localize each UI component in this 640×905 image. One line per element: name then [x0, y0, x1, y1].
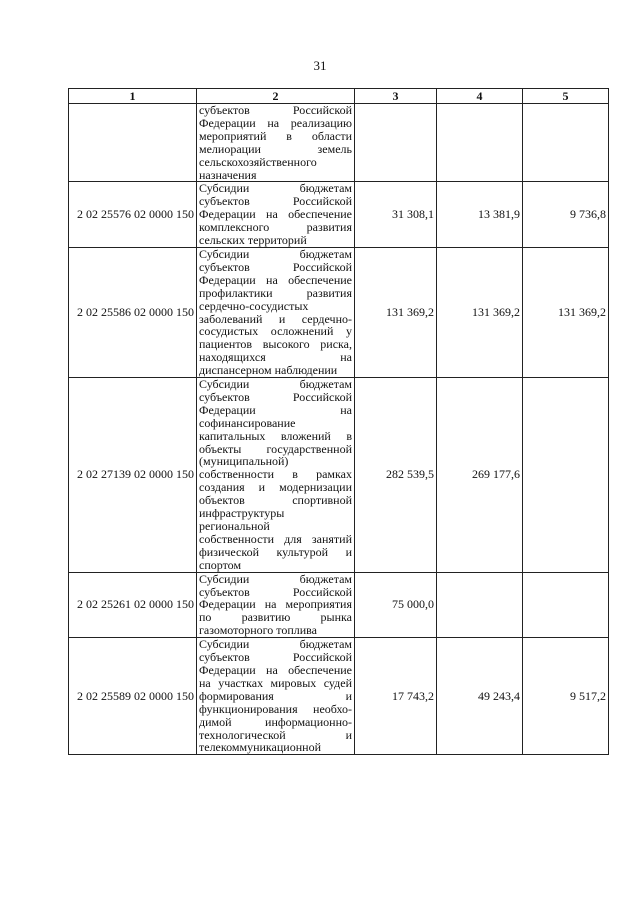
- header-col-3: 3: [355, 89, 437, 104]
- description-line: пациентов высокого риска,: [199, 337, 352, 352]
- amount-col-4: [437, 104, 523, 182]
- amount-col-3: 75 000,0: [355, 572, 437, 638]
- description-line: Субсидии бюджетам: [199, 377, 352, 392]
- budget-code: [69, 104, 197, 182]
- amount-col-5: [523, 378, 609, 573]
- description-line: мелиорации земель: [199, 141, 352, 156]
- description-line: газомоторного топлива: [199, 623, 318, 638]
- table-row: [69, 104, 609, 182]
- description-line: субъектов Российской: [199, 650, 352, 665]
- description-line: назначения: [199, 167, 257, 182]
- description-line: субъектов Российской: [199, 194, 352, 209]
- budget-code: 2 02 27139 02 0000 150: [69, 378, 197, 573]
- description-line: спортом: [199, 557, 242, 572]
- budget-code: 2 02 25576 02 0000 150: [69, 182, 197, 248]
- budget-code: 2 02 25589 02 0000 150: [69, 638, 197, 755]
- description: [197, 104, 355, 182]
- budget-code: 2 02 25586 02 0000 150: [69, 247, 197, 377]
- amount-col-4: 13 381,9: [437, 182, 523, 248]
- header-col-1: 1: [69, 89, 197, 104]
- description-line: Федерации на обеспечение: [199, 272, 352, 287]
- description-line: комплексного развития: [199, 220, 352, 235]
- description-line: димой информационно-: [199, 714, 352, 729]
- description-line: заболеваний и сердечно-: [199, 311, 352, 326]
- description-line: Субсидии бюджетам: [199, 246, 352, 261]
- amount-col-4: 269 177,6: [437, 378, 523, 573]
- description-line: создания и модернизации: [199, 480, 352, 495]
- description-line: функционирования необхо-: [199, 701, 352, 716]
- amount-col-5: 9 736,8: [523, 182, 609, 248]
- description-line: мероприятий в области: [199, 128, 352, 143]
- description-line: формирования и: [199, 688, 352, 703]
- description-line: технологической и: [199, 727, 352, 742]
- description-line: капитальных вложений в: [199, 428, 352, 443]
- table-row: [69, 572, 609, 638]
- description-line: диспансерном наблюдении: [199, 363, 338, 378]
- description-line: (муниципальной): [199, 454, 289, 469]
- table-row: [69, 378, 609, 573]
- header-col-5: 5: [523, 89, 609, 104]
- description-line: инфраструктуры: [199, 506, 285, 521]
- description: [197, 638, 355, 755]
- description: [197, 247, 355, 377]
- description-line: сельскохозяйственного: [199, 154, 317, 169]
- description-line: Субсидии бюджетам: [199, 637, 352, 652]
- description-line: региональной: [199, 519, 270, 533]
- description-line: сосудистых осложнений у: [199, 324, 352, 339]
- amount-col-3: 31 308,1: [355, 182, 437, 248]
- amount-col-3: 17 743,2: [355, 638, 437, 755]
- amount-col-5: [523, 572, 609, 638]
- table-body: [69, 104, 609, 755]
- header-col-2: 2: [197, 89, 355, 104]
- description-line: телекоммуникационной: [199, 740, 321, 755]
- description-line: сельских территорий: [199, 233, 307, 248]
- table-row: [69, 247, 609, 377]
- description-line: физической культурой и: [199, 544, 352, 559]
- description-line: Федерации на реализацию: [199, 115, 352, 130]
- description-line: Федерации на: [199, 402, 352, 417]
- amount-col-3: [355, 104, 437, 182]
- description-line: Субсидии бюджетам: [199, 571, 352, 586]
- description-line: субъектов Российской: [199, 259, 352, 274]
- description-line: Субсидии бюджетам: [199, 181, 352, 196]
- description-line: софинансирование: [199, 415, 296, 430]
- header-col-4: 4: [437, 89, 523, 104]
- description-line: собственности в рамках: [199, 467, 352, 482]
- amount-col-4: [437, 572, 523, 638]
- table-row: [69, 638, 609, 755]
- description-line: объектов спортивной: [199, 493, 352, 508]
- description-line: субъектов Российской: [199, 389, 352, 404]
- amount-col-5: 131 369,2: [523, 247, 609, 377]
- description-line: сердечно-сосудистых: [199, 298, 309, 313]
- description-line: по развитию рынка: [199, 610, 352, 625]
- description-line: профилактики развития: [199, 285, 352, 300]
- table-row: [69, 182, 609, 248]
- description-line: субъектов Российской: [199, 103, 352, 117]
- amount-col-5: [523, 104, 609, 182]
- description-line: находящихся на: [199, 350, 352, 365]
- amount-col-4: 131 369,2: [437, 247, 523, 377]
- budget-code: 2 02 25261 02 0000 150: [69, 572, 197, 638]
- header-row: [69, 89, 609, 104]
- budget-table: [68, 88, 609, 755]
- amount-col-3: 282 539,5: [355, 378, 437, 573]
- description-line: на участках мировых судей: [199, 675, 352, 690]
- amount-col-5: 9 517,2: [523, 638, 609, 755]
- amount-col-4: 49 243,4: [437, 638, 523, 755]
- description: [197, 378, 355, 573]
- description: [197, 182, 355, 248]
- description-line: собственности для занятий: [199, 531, 352, 546]
- description-line: Федерации на мероприятия: [199, 597, 352, 612]
- table-header: [69, 89, 609, 104]
- page-number: 31: [313, 58, 327, 73]
- description-line: объекты государственной: [199, 441, 352, 456]
- amount-col-3: 131 369,2: [355, 247, 437, 377]
- description-line: субъектов Российской: [199, 584, 352, 599]
- description: [197, 572, 355, 638]
- description-line: Федерации на обеспечение: [199, 662, 352, 677]
- description-line: Федерации на обеспечение: [199, 207, 352, 222]
